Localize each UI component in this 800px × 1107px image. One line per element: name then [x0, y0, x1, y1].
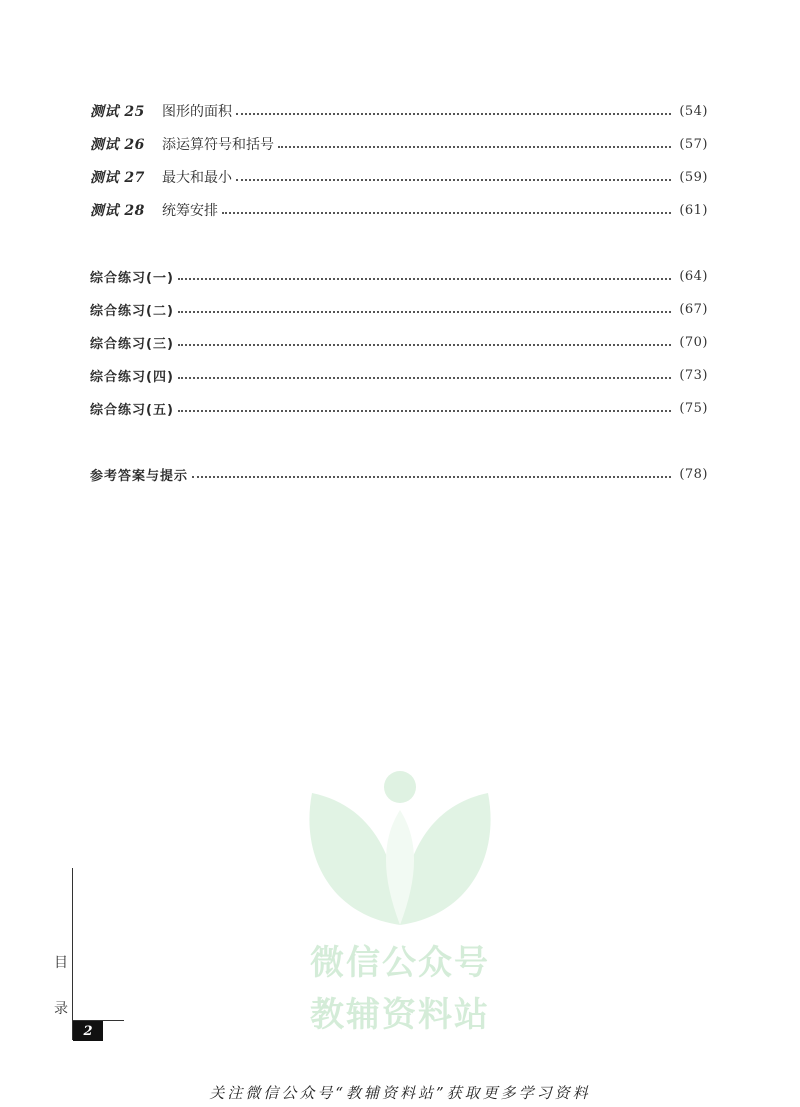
toc-entry-test-25[interactable] — [90, 100, 708, 122]
dot-leader — [178, 344, 671, 346]
dot-leader — [178, 311, 671, 313]
toc-entry-exercise-1[interactable] — [90, 265, 708, 287]
entry-title: 最大和最小 — [162, 170, 232, 186]
dot-leader — [278, 146, 671, 148]
dot-leader — [178, 377, 671, 379]
page-ref: (73) — [679, 367, 708, 383]
page-ref: (57) — [679, 136, 708, 152]
sprout-logo-icon — [300, 765, 500, 935]
watermark-logo — [300, 765, 500, 1035]
toc-entry-test-28[interactable] — [90, 199, 708, 221]
dot-leader — [178, 278, 671, 280]
test-number: 测试 25 — [90, 104, 145, 120]
entry-title: 综合练习(三) — [90, 336, 174, 352]
footer-note: 关注微信公众号“教辅资料站”获取更多学习资料 — [209, 1084, 591, 1102]
toc-entry-answers[interactable] — [90, 463, 708, 485]
test-number: 测试 28 — [90, 203, 145, 219]
sidebar-label-char2: 录 — [54, 1001, 68, 1017]
entry-title: 综合练习(一) — [90, 270, 174, 286]
toc-entry-exercise-4[interactable] — [90, 364, 708, 386]
page-ref: (61) — [679, 202, 708, 218]
page-ref: (59) — [679, 169, 708, 185]
toc-entry-exercise-5[interactable] — [90, 397, 708, 419]
dot-leader — [222, 212, 671, 214]
entry-title: 综合练习(四) — [90, 369, 174, 385]
page-ref: (54) — [679, 103, 708, 119]
dot-leader — [236, 179, 671, 181]
page-ref: (67) — [679, 301, 708, 317]
toc-entry-test-27[interactable] — [90, 166, 708, 188]
entry-title: 综合练习(二) — [90, 303, 174, 319]
toc-entry-test-26[interactable] — [90, 133, 708, 155]
page-ref: (75) — [679, 400, 708, 416]
entry-title: 统筹安排 — [162, 203, 218, 219]
entry-title: 添运算符号和括号 — [162, 137, 274, 153]
page-number-badge: 2 — [73, 1021, 103, 1041]
watermark-line1: 微信公众号 — [310, 943, 490, 983]
sidebar-label-char1: 目 — [54, 955, 68, 971]
toc-entry-exercise-2[interactable] — [90, 298, 708, 320]
page-ref: (78) — [679, 466, 708, 482]
dot-leader — [236, 113, 671, 115]
entry-title: 综合练习(五) — [90, 402, 174, 418]
watermark-line2: 教辅资料站 — [310, 995, 490, 1035]
entry-title: 图形的面积 — [162, 104, 232, 120]
entry-title: 参考答案与提示 — [90, 468, 189, 484]
test-number: 测试 27 — [90, 170, 145, 186]
sidebar-vertical-rule — [72, 868, 73, 1040]
test-number: 测试 26 — [90, 137, 145, 153]
toc-entry-exercise-3[interactable] — [90, 331, 708, 353]
dot-leader — [178, 410, 671, 412]
page-ref: (70) — [679, 334, 708, 350]
dot-leader — [192, 476, 671, 478]
page-ref: (64) — [679, 268, 708, 284]
